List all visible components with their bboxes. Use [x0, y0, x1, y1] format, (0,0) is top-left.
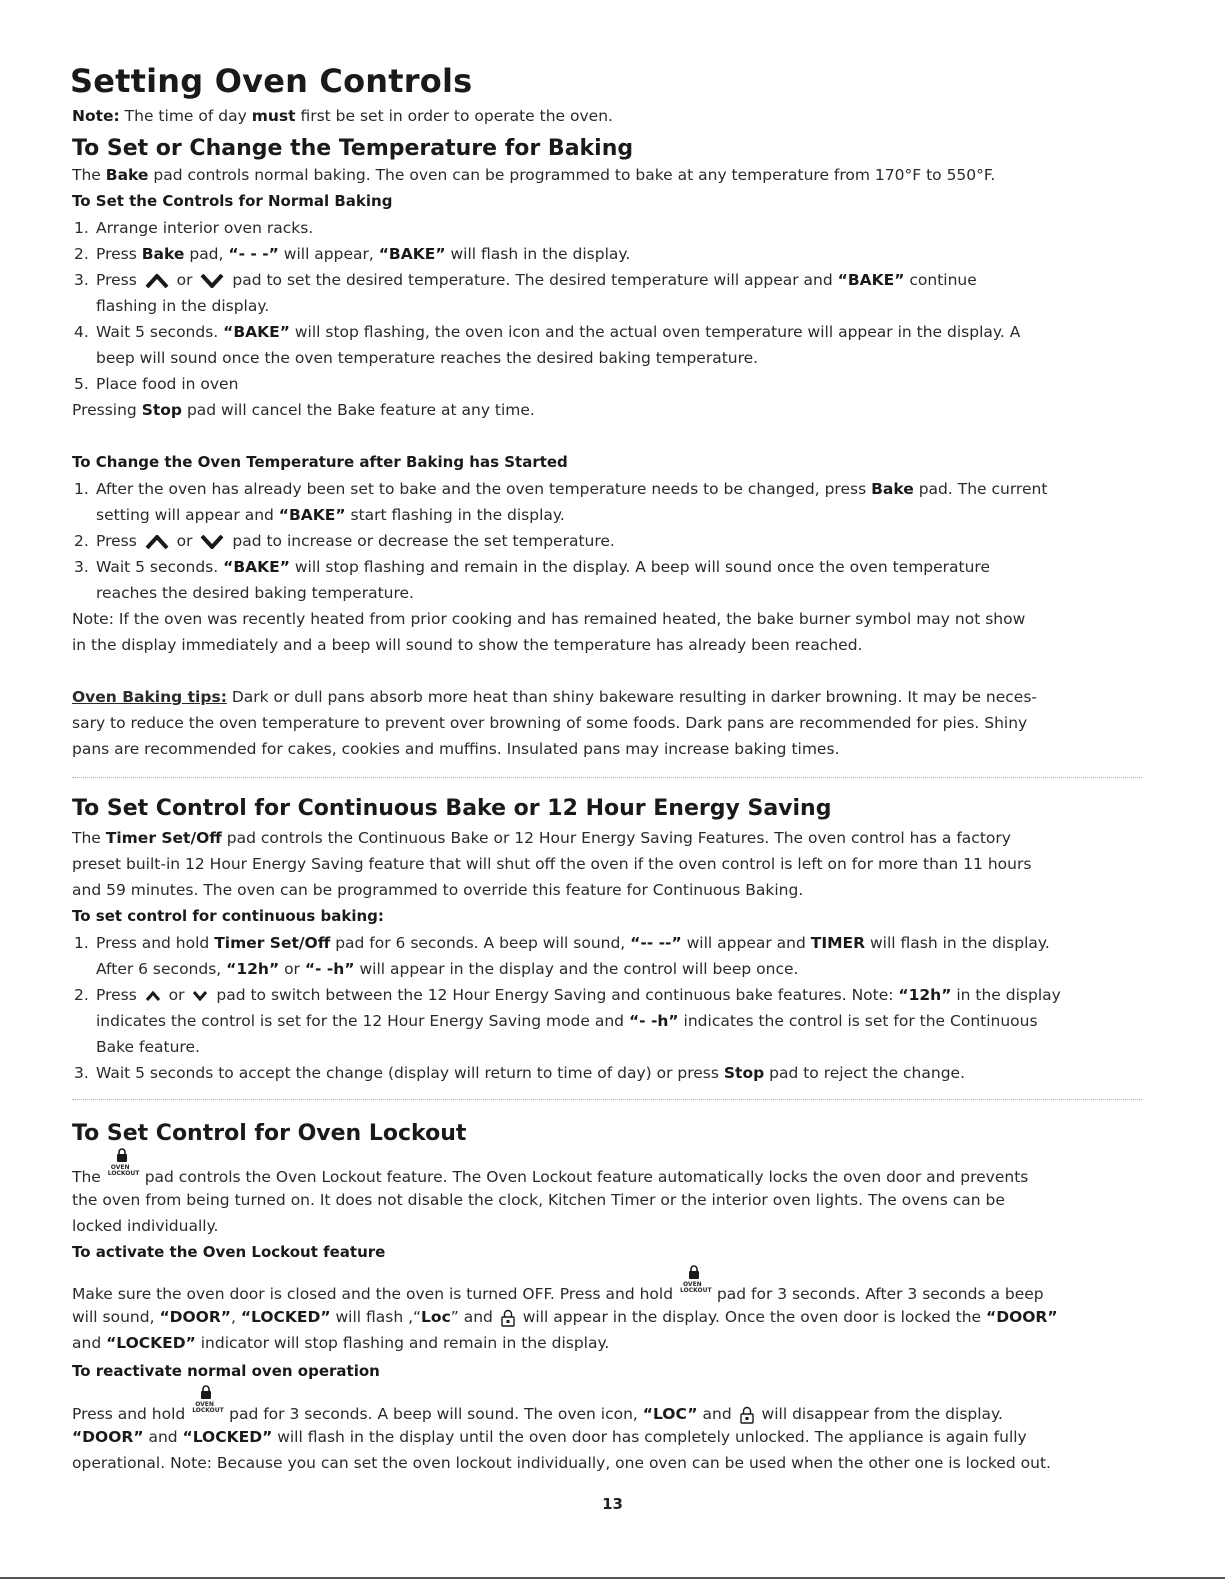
continuous-step-2: 2. Press or pad to switch between the 12 Hour Energy Saving and continuous bake features. Note: “12h” in the display	[74, 986, 1061, 1004]
subheading-activate-lockout: To activate the Oven Lockout feature	[72, 1243, 386, 1261]
oven-lockout-pad-icon: OVEN LOCKOUT	[108, 1164, 138, 1182]
lockout-intro-2: the oven from being turned on. It does not disable the clock, Kitchen Timer or the interior oven lights. The ovens can be	[72, 1191, 1005, 1209]
reheat-note-line-2: in the display immediately and a beep will sound to show the temperature has already been reached.	[72, 636, 863, 654]
down-arrow-icon	[200, 274, 224, 288]
down-arrow-icon	[200, 535, 224, 549]
reactivate-line-2: “DOOR” and “LOCKED” will flash in the display until the oven door has completely unlocked. The appliance is again fully	[72, 1428, 1027, 1446]
activate-line-2: will sound, “DOOR”, “LOCKED” will flash ,“Loc” and will appear in the display. Once the oven door is locked the “DOOR”	[72, 1308, 1058, 1326]
change-step-3: 3. Wait 5 seconds. “BAKE” will stop flashing and remain in the display. A beep will sound once the oven temperature	[74, 558, 991, 576]
continuous-intro-1: The Timer Set/Off pad controls the Continuous Bake or 12 Hour Energy Saving Features. The oven control has a factory	[72, 829, 1011, 847]
up-arrow-icon	[145, 274, 169, 288]
step-set-temperature-cont: flashing in the display.	[96, 297, 270, 315]
continuous-step-1: 1. Press and hold Timer Set/Off pad for 6 seconds. A beep will sound, “-- --” will appear and TIMER will flash in the display.	[74, 934, 1050, 952]
step-wait-bake: 4. Wait 5 seconds. “BAKE” will stop flashing, the oven icon and the actual oven temperature will appear in the display. A	[74, 323, 1021, 341]
section-heading-oven-lockout: To Set Control for Oven Lockout	[72, 1121, 467, 1146]
step-wait-bake-cont: beep will sound once the oven temperature reaches the desired baking temperature.	[96, 349, 759, 367]
step-place-food: 5. Place food in oven	[74, 375, 239, 393]
page-number: 13	[602, 1495, 623, 1513]
padlock-icon	[740, 1406, 754, 1424]
baking-tips-line-2: sary to reduce the oven temperature to prevent over browning of some foods. Dark pans are recommended for pies. Shiny	[72, 714, 1028, 732]
continuous-step-2-cont-2: Bake feature.	[96, 1038, 200, 1056]
continuous-step-1-cont: After 6 seconds, “12h” or “- -h” will appear in the display and the control will beep once.	[96, 960, 799, 978]
continuous-step-3: 3. Wait 5 seconds to accept the change (display will return to time of day) or press Stop pad to reject the change.	[74, 1064, 965, 1082]
reheat-note-line-1: Note: If the oven was recently heated from prior cooking and has remained heated, the bake burner symbol may not show	[72, 610, 1026, 628]
padlock-icon	[501, 1309, 515, 1327]
stop-note: Pressing Stop pad will cancel the Bake feature at any time.	[72, 401, 535, 419]
subheading-reactivate: To reactivate normal oven operation	[72, 1362, 380, 1380]
activate-line-1: Make sure the oven door is closed and the oven is turned OFF. Press and hold OVEN LOCKOUT pad for 3 seconds. After 3 seconds a beep	[72, 1281, 1044, 1304]
subheading-normal-baking: To Set the Controls for Normal Baking	[72, 192, 393, 210]
continuous-intro-2: preset built-in 12 Hour Energy Saving feature that will shut off the oven if the oven control is left on for more than 11 hours	[72, 855, 1032, 873]
up-arrow-icon	[145, 535, 169, 549]
page-title: Setting Oven Controls	[70, 62, 473, 100]
time-of-day-note: Note: The time of day must first be set in order to operate the oven.	[72, 107, 613, 125]
step-press-bake: 2. Press Bake pad, “- - -” will appear, “BAKE” will flash in the display.	[74, 245, 631, 263]
step-set-temperature: 3. Press or pad to set the desired temperature. The desired temperature will appear and “BAKE” continue	[74, 271, 977, 289]
subheading-continuous-baking: To set control for continuous baking:	[72, 907, 384, 925]
baking-intro: The Bake pad controls normal baking. The oven can be programmed to bake at any temperature from 170°F to 550°F.	[72, 166, 996, 184]
change-step-2: 2. Press or pad to increase or decrease the set temperature.	[74, 532, 615, 550]
up-arrow-icon	[145, 991, 161, 1001]
section-divider	[72, 777, 1142, 778]
change-step-3-cont: reaches the desired baking temperature.	[96, 584, 414, 602]
activate-line-3: and “LOCKED” indicator will stop flashing and remain in the display.	[72, 1334, 610, 1352]
section-divider	[72, 1099, 1142, 1100]
step-arrange-racks: 1. Arrange interior oven racks.	[74, 219, 314, 237]
section-heading-baking: To Set or Change the Temperature for Baking	[72, 136, 634, 161]
subheading-change-temperature: To Change the Oven Temperature after Baking has Started	[72, 453, 568, 471]
oven-lockout-pad-icon: OVEN LOCKOUT	[192, 1401, 222, 1419]
baking-tips-line-1: Oven Baking tips: Dark or dull pans absorb more heat than shiny bakeware resulting in darker browning. It may be neces-	[72, 688, 1038, 706]
oven-lockout-pad-icon: OVEN LOCKOUT	[680, 1281, 710, 1299]
bottom-border	[0, 1577, 1225, 1579]
lockout-intro-1: The OVEN LOCKOUT pad controls the Oven Lockout feature. The Oven Lockout feature automatically locks the oven door and prevents	[72, 1164, 1028, 1187]
reactivate-line-1: Press and hold OVEN LOCKOUT pad for 3 seconds. A beep will sound. The oven icon, “LOC” and will disappear from the display.	[72, 1401, 1003, 1424]
down-arrow-icon	[192, 991, 208, 1001]
baking-tips-line-3: pans are recommended for cakes, cookies and muffins. Insulated pans may increase baking times.	[72, 740, 840, 758]
reactivate-line-3: operational. Note: Because you can set the oven lockout individually, one oven can be used when the other one is locked out.	[72, 1454, 1051, 1472]
change-step-1: 1. After the oven has already been set to bake and the oven temperature needs to be changed, press Bake pad. The current	[74, 480, 1048, 498]
lockout-intro-3: locked individually.	[72, 1217, 219, 1235]
section-heading-continuous-bake: To Set Control for Continuous Bake or 12 Hour Energy Saving	[72, 796, 832, 821]
continuous-intro-3: and 59 minutes. The oven can be programmed to override this feature for Continuous Baking.	[72, 881, 804, 899]
change-step-1-cont: setting will appear and “BAKE” start flashing in the display.	[96, 506, 565, 524]
continuous-step-2-cont: indicates the control is set for the 12 Hour Energy Saving mode and “- -h” indicates the control is set for the Continuous	[96, 1012, 1038, 1030]
